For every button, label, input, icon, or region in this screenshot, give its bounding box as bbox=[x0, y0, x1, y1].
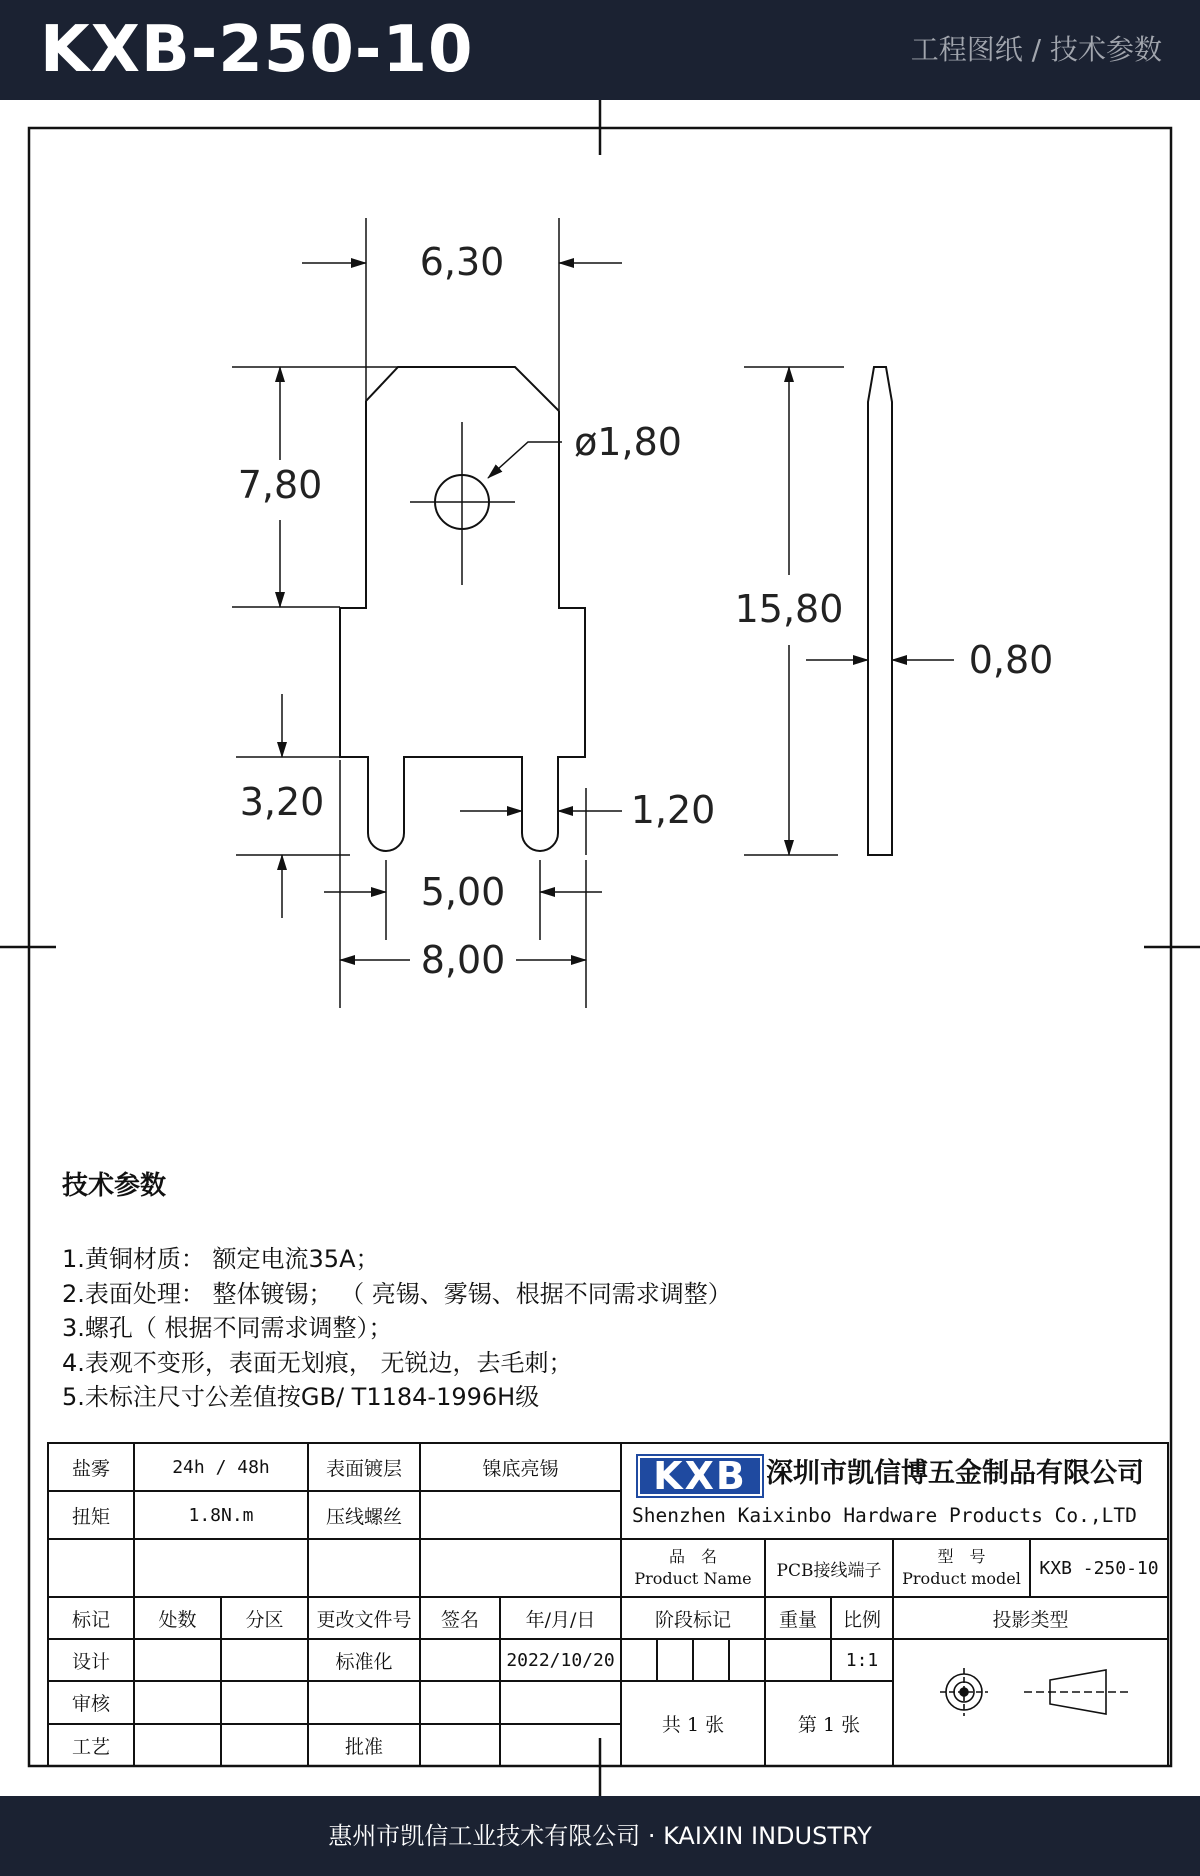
blank-cell bbox=[500, 1724, 621, 1766]
blank-cell bbox=[221, 1639, 308, 1681]
blank-cell bbox=[48, 1539, 134, 1597]
blank-cell bbox=[420, 1681, 500, 1724]
header-stage: 阶段标记 bbox=[621, 1597, 765, 1639]
company-logo: KXB bbox=[636, 1454, 764, 1498]
date-value: 2022/10/20 bbox=[500, 1639, 621, 1681]
header-sign: 签名 bbox=[420, 1597, 500, 1639]
blank-cell bbox=[134, 1724, 221, 1766]
dim-total-length: 15,80 bbox=[734, 587, 844, 631]
dim-hole: ø1,80 bbox=[574, 420, 682, 464]
spec-item: 1.黄铜材质： 额定电流35A； bbox=[62, 1245, 380, 1273]
header-weight: 重量 bbox=[765, 1597, 831, 1639]
spec-list bbox=[62, 1242, 732, 1415]
projection-symbol-cell bbox=[893, 1639, 1168, 1766]
spec-title: 技术参数 bbox=[62, 1171, 167, 1201]
company-name-cn: 深圳市凯信博五金制品有限公司 bbox=[766, 1458, 1144, 1489]
process-label: 工艺 bbox=[48, 1724, 134, 1766]
spec-item: 2.表面处理： 整体镀锡； （ 亮锡、雾锡、根据不同需求调整） bbox=[62, 1279, 732, 1308]
blank-cell bbox=[308, 1681, 420, 1724]
blank-cell bbox=[134, 1681, 221, 1724]
salt-label: 盐雾 bbox=[48, 1443, 134, 1491]
dim-leg-width: 1,20 bbox=[630, 788, 716, 832]
spec-item: 4.表观不变形，表面无划痕， 无锐边，去毛刺； bbox=[62, 1348, 573, 1377]
header-count: 处数 bbox=[134, 1597, 221, 1639]
dim-thickness: 0,80 bbox=[968, 638, 1054, 682]
plating-value: 镍底亮锡 bbox=[420, 1443, 621, 1491]
blank-cell bbox=[420, 1639, 500, 1681]
company-name-en: Shenzhen Kaixinbo Hardware Products Co.,LTD bbox=[632, 1504, 1137, 1527]
sheet-number: 第 1 张 bbox=[765, 1681, 893, 1766]
plating-label: 表面镀层 bbox=[308, 1443, 420, 1491]
screw-value bbox=[420, 1491, 621, 1539]
blank-cell bbox=[420, 1724, 500, 1766]
torque-label: 扭矩 bbox=[48, 1491, 134, 1539]
product-name-en: Product Name bbox=[634, 1569, 752, 1588]
product-model-cn: 型 号 bbox=[937, 1547, 986, 1566]
scale-value: 1:1 bbox=[831, 1639, 893, 1681]
blank-cell bbox=[420, 1539, 621, 1597]
product-model-value: KXB -250-10 bbox=[1030, 1539, 1168, 1597]
header-bar bbox=[0, 0, 1200, 100]
product-model-label bbox=[893, 1539, 1030, 1597]
product-name-label bbox=[621, 1539, 765, 1597]
torque-value: 1.8N.m bbox=[134, 1491, 308, 1539]
header-projection: 投影类型 bbox=[893, 1597, 1168, 1639]
page-subtitle: 工程图纸 / 技术参数 bbox=[910, 33, 1162, 66]
blank-cell bbox=[134, 1639, 221, 1681]
side-view-outline bbox=[868, 367, 892, 855]
dim-head-height: 7,80 bbox=[237, 463, 323, 507]
header-scale: 比例 bbox=[831, 1597, 893, 1639]
blank-cell bbox=[221, 1681, 308, 1724]
header-date: 年/月/日 bbox=[500, 1597, 621, 1639]
header-doc-no: 更改文件号 bbox=[308, 1597, 420, 1639]
weight-value bbox=[765, 1639, 831, 1681]
product-name-cn: 品 名 bbox=[668, 1547, 717, 1566]
approve-label: 批准 bbox=[308, 1724, 420, 1766]
footer-text: 惠州市凯信工业技术有限公司 · KAIXIN INDUSTRY bbox=[328, 1822, 872, 1850]
title-block bbox=[47, 1442, 1169, 1767]
page-title: KXB-250-10 bbox=[40, 13, 474, 87]
dim-leg-pitch: 5,00 bbox=[420, 870, 506, 914]
spec-item: 5.未标注尺寸公差值按GB/ T1184-1996H级 bbox=[62, 1383, 540, 1411]
stage-box bbox=[621, 1639, 657, 1681]
review-label: 审核 bbox=[48, 1681, 134, 1724]
blank-cell bbox=[134, 1539, 308, 1597]
blank-cell bbox=[500, 1681, 621, 1724]
blank-cell bbox=[221, 1724, 308, 1766]
dim-leg-length: 3,20 bbox=[239, 780, 325, 824]
design-label: 设计 bbox=[48, 1639, 134, 1681]
product-name-value: PCB接线端子 bbox=[765, 1539, 893, 1597]
product-model-en: Product model bbox=[902, 1569, 1021, 1588]
dim-width-top: 6,30 bbox=[419, 240, 505, 284]
stage-box bbox=[729, 1639, 765, 1681]
projection-symbol bbox=[896, 1640, 1166, 1760]
dim-body-width: 8,00 bbox=[420, 938, 506, 982]
sheets-total: 共 1 张 bbox=[621, 1681, 765, 1766]
company-cell bbox=[621, 1443, 1168, 1539]
standardization-label: 标准化 bbox=[308, 1639, 420, 1681]
blank-cell bbox=[308, 1539, 420, 1597]
header-zone: 分区 bbox=[221, 1597, 308, 1639]
spec-item: 3.螺孔（ 根据不同需求调整）； bbox=[62, 1314, 393, 1342]
footer-bar bbox=[0, 1796, 1200, 1876]
salt-value: 24h / 48h bbox=[134, 1443, 308, 1491]
screw-label: 压线螺丝 bbox=[308, 1491, 420, 1539]
header-mark: 标记 bbox=[48, 1597, 134, 1639]
stage-box bbox=[693, 1639, 729, 1681]
stage-box bbox=[657, 1639, 693, 1681]
